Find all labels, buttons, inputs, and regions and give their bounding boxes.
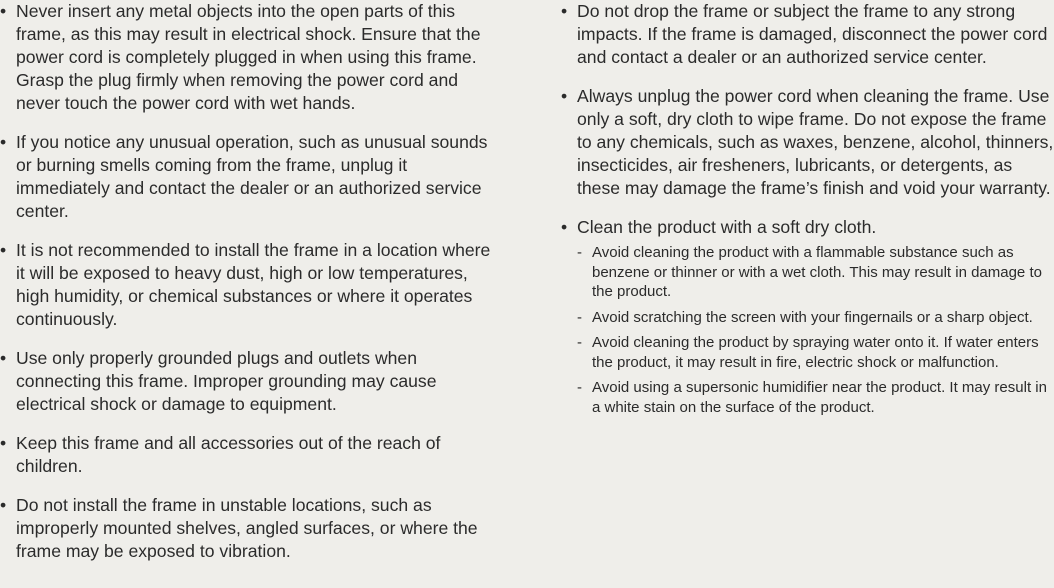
bullet-dot: • bbox=[0, 240, 7, 260]
safety-bullet-list-left bbox=[0, 0, 500, 563]
bullet-dot: • bbox=[0, 348, 7, 368]
bullet-text: Never insert any metal objects into the open parts of this frame, as this may result in electrical shock. Ensure that the power cord is completely plugged in when using this frame. Grasp the plug firmly when removing the power cord and never touch the power cord with wet hands. bbox=[16, 1, 481, 113]
sub-text: Avoid using a supersonic humidifier near the product. It may result in a white stain on the surface of the product. bbox=[592, 379, 1047, 416]
sub-list-item bbox=[577, 308, 1054, 328]
left-column bbox=[0, 0, 500, 579]
bullet-dot: • bbox=[0, 495, 7, 515]
bullet-text: If you notice any unusual operation, such as unusual sounds or burning smells coming from the frame, unplug it immediately and contact the dealer or an authorized service center. bbox=[16, 132, 488, 221]
bullet-dot: • bbox=[561, 86, 568, 106]
bullet-item bbox=[561, 216, 1054, 417]
bullet-text: Keep this frame and all accessories out of the reach of children. bbox=[16, 433, 441, 476]
bullet-dot: • bbox=[0, 433, 7, 453]
bullet-item bbox=[561, 85, 1054, 200]
bullet-text: Always unplug the power cord when cleaning the frame. Use only a soft, dry cloth to wipe frame. Do not expose the frame to any chemicals, such as waxes, benzene, alcohol, thinners, insecticides, air fresheners, lubricants, or detergents, as these may damage the frame’s finish and void your warranty. bbox=[577, 86, 1054, 198]
bullet-dot: • bbox=[0, 1, 7, 21]
bullet-text: Do not install the frame in unstable locations, such as improperly mounted shelves, angled surfaces, or where the frame may be exposed to vibration. bbox=[16, 495, 478, 561]
bullet-dot: • bbox=[0, 132, 7, 152]
bullet-item bbox=[0, 239, 500, 331]
sub-list-item bbox=[577, 243, 1054, 302]
sub-dash: - bbox=[577, 379, 582, 396]
sub-list-item bbox=[577, 333, 1054, 372]
sub-dash: - bbox=[577, 308, 582, 326]
safety-bullet-list-right bbox=[561, 0, 1054, 417]
sub-text: Avoid scratching the screen with your fingernails or a sharp object. bbox=[592, 308, 1033, 326]
bullet-text: Do not drop the frame or subject the frame to any strong impacts. If the frame is damaged, disconnect the power cord and contact a dealer or an authorized service center. bbox=[577, 1, 1048, 67]
bullet-text: Use only properly grounded plugs and outlets when connecting this frame. Improper grounding may cause electrical shock or damage to equipment. bbox=[16, 348, 437, 414]
right-column bbox=[561, 0, 1054, 433]
bullet-dot: • bbox=[561, 217, 568, 237]
bullet-dot: • bbox=[561, 1, 568, 21]
bullet-item bbox=[0, 0, 500, 115]
bullet-item bbox=[0, 494, 500, 563]
bullet-text: It is not recommended to install the frame in a location where it will be exposed to heavy dust, high or low temperatures, high humidity, or chemical substances or where it operates continuously. bbox=[16, 240, 491, 329]
bullet-item bbox=[561, 0, 1054, 69]
sub-text: Avoid cleaning the product by spraying water onto it. If water enters the product, it may result in fire, electric shock or malfunction. bbox=[592, 334, 1039, 371]
sub-text: Avoid cleaning the product with a flammable substance such as benzene or thinner or with a wet cloth. This may result in damage to the product. bbox=[592, 244, 1042, 300]
sub-dash: - bbox=[577, 244, 582, 261]
bullet-item bbox=[0, 131, 500, 223]
cleaning-sub-list bbox=[577, 243, 1054, 417]
bullet-item bbox=[0, 347, 500, 416]
bullet-item bbox=[0, 432, 500, 478]
sub-list-item bbox=[577, 378, 1054, 417]
bullet-text: Clean the product with a soft dry cloth. bbox=[577, 217, 877, 237]
sub-dash: - bbox=[577, 334, 582, 351]
